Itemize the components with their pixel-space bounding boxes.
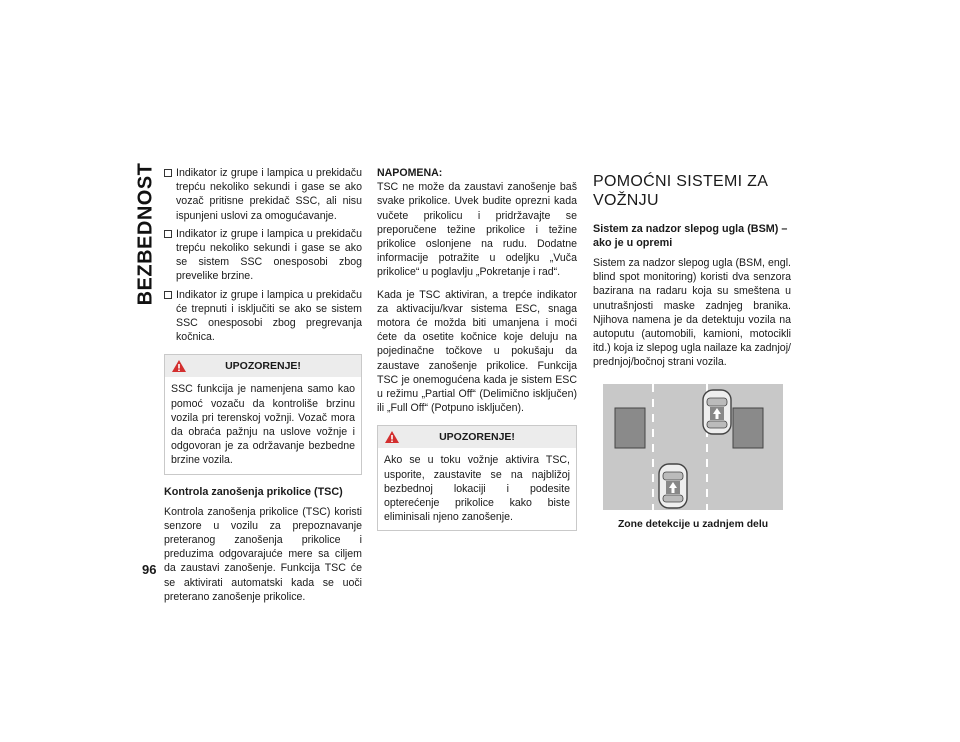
car-icon bbox=[659, 464, 687, 508]
warning-title: UPOZORENJE! bbox=[439, 431, 515, 444]
column-1 bbox=[164, 166, 362, 612]
paragraph: Sistem za nadzor slepog ugla (BSM, engl. blind spot monitoring) koristi dva senzora bazirana na radaru koja su smeštena u unutrašnjosti maske zadnjeg branika. Njihova namena je da detektuju vozila na autoputu (automobili, kamioni, motocikli itd.) koja iz slepog ugla nailaze ka zadnjoj/ prednjoj/bočnoj strani vozila. bbox=[593, 257, 791, 369]
paragraph: Kontrola zanošenja prikolice (TSC) koristi senzore u vozilu za prepoznavanje preteranog zanošenja prikolice i preduzima odgovarajuće mere sa ciljem da zaustavi zanošenje. Funkcija TSC će se aktivirati automatski kada se uoči preterano zanošenje prikolice. bbox=[164, 505, 362, 603]
list-item: Indikator iz grupe i lampica u prekidaču trepću nekoliko sekundi i gase se ako vozač pritisne prekidač SSC, ali nisu ispunjeni uslovi za omogućavanje. bbox=[164, 166, 362, 223]
column-3 bbox=[593, 166, 791, 532]
section-heading: Kontrola zanošenja prikolice (TSC) bbox=[164, 485, 343, 498]
bullet-list bbox=[164, 166, 362, 344]
list-item: Indikator iz grupe i lampica u prekidaču će trepnuti i isključiti se ako se sistem SSC onesposobi zbog pregrevanja kočnica. bbox=[164, 288, 362, 345]
warning-triangle-icon bbox=[171, 359, 187, 373]
square-bullet-icon bbox=[164, 169, 172, 177]
section-title: BEZBEDNOST bbox=[134, 162, 157, 306]
square-bullet-icon bbox=[164, 230, 172, 238]
warning-text: SSC funkcija je namenjena samo kao pomoć vozaču da kontroliše brzinu vozila pri terenskoj vožnji. Vozač mora da obraća pažnju na uslove vožnje i odgovoran je za održavanje bezbedne brzine vozila. bbox=[171, 383, 355, 467]
blind-spot-diagram bbox=[603, 384, 783, 510]
column-2 bbox=[377, 166, 577, 541]
list-item: Indikator iz grupe i lampica u prekidaču trepću nekoliko sekundi i gase se ako se sistem SSC onesposobi zbog prevelike brzine. bbox=[164, 227, 362, 284]
warning-title: UPOZORENJE! bbox=[225, 360, 301, 373]
note bbox=[377, 166, 577, 280]
section-heading: Sistem za nadzor slepog ugla (BSM) – ako je u opremi bbox=[593, 223, 788, 249]
warning-box bbox=[377, 425, 577, 531]
paragraph: Kada je TSC aktiviran, a trepće indikator za aktivaciju/kvar sistema ESC, snaga motora će možda biti umanjena i moći ćete da osetite kočnice koje deluju na pojedinačne točkove u pokušaju da zaustave zanošenje prikolice. Funkcija TSC je onemogućena kada je sistem ESC u režimu „Partial Off“ (Delimično isključen) ili „Full Off“ (Potpuno isključen). bbox=[377, 288, 577, 415]
warning-box bbox=[164, 354, 362, 474]
car-icon bbox=[703, 390, 731, 434]
page-number: 96 bbox=[142, 562, 157, 577]
note-text: TSC ne može da zaustavi zanošenje baš svake prikolice. Uvek budite oprezni kada vučete prikolicu i pridržavajte se preporučene težine prikolice i težine prikolice oslonjene na rudu. Dodatne informacije potražite u odeljku „Vuča prikolice“ u poglavlju „Pokretanje i rad“. bbox=[377, 181, 577, 279]
detection-zone-left bbox=[615, 408, 645, 448]
detection-zone-right bbox=[733, 408, 763, 448]
chapter-title: POMOĆNI SISTEMI ZA VOŽNJU bbox=[593, 173, 768, 209]
road-illustration bbox=[603, 384, 783, 510]
figure-caption: Zone detekcije u zadnjem delu bbox=[617, 518, 769, 530]
warning-text: Ako se u toku vožnje aktivira TSC, usporite, zaustavite se na najbližoj bezbednoj lokaciji i podesite opterećenje prikolice kako biste eliminisali njeno zanošenje. bbox=[384, 454, 570, 524]
square-bullet-icon bbox=[164, 291, 172, 299]
warning-triangle-icon bbox=[384, 430, 400, 444]
note-label: NAPOMENA: bbox=[377, 167, 443, 179]
